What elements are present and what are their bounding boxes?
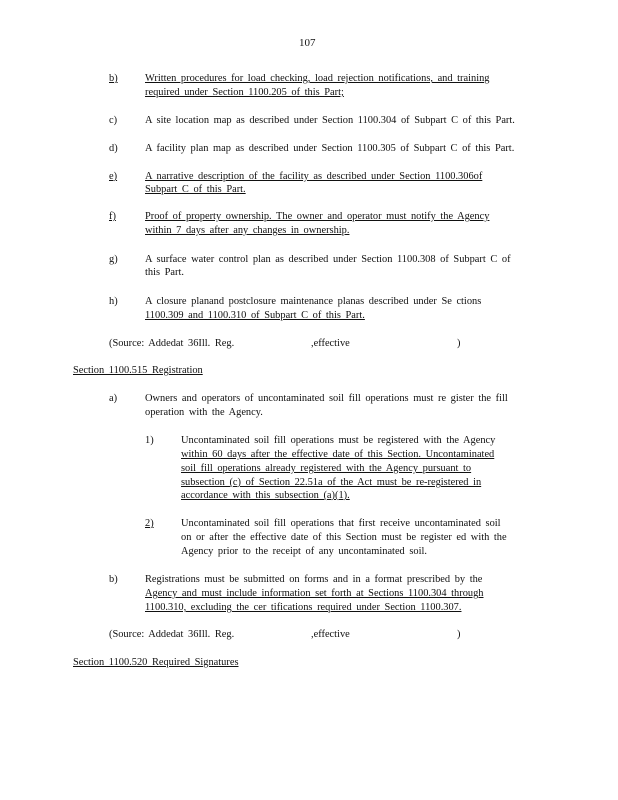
item-g-label: g) (109, 254, 118, 265)
item-c-line1: A site location map as described under Section 1100.304 of Subpart C of this Part. (145, 115, 515, 126)
section-1100-515-heading: Section 1100.515 Registration (73, 365, 203, 376)
page-number: 107 (299, 37, 316, 49)
reg-sub-1-line1: Uncontaminated soil fill operations must be registered with the Agency (181, 435, 496, 446)
reg-sub-2-line3: Agency prior to the receipt of any uncontaminated soil. (181, 546, 427, 557)
source-note-1-close: ) (457, 338, 461, 349)
reg-sub-1-line4: subsection (c) of Section 22.51a of the Act must be re-registered in (181, 477, 482, 488)
item-h-line2: 1100.309 and 1100.310 of Subpart C of this Part. (145, 310, 365, 321)
reg-sub-1-label: 1) (145, 435, 154, 446)
section-1100-520-heading: Section 1100.520 Required Signatures (73, 657, 239, 668)
reg-sub-1-line3: soil fill operations already registered with the Agency pursuant to (181, 463, 472, 474)
source-note-2-close: ) (457, 629, 461, 640)
item-e-line2: Subpart C of this Part. (145, 184, 246, 195)
reg-item-a-line2: operation with the Agency. (145, 407, 263, 418)
item-f-line1: Proof of property ownership. The owner and operator must notify the Agency (145, 211, 490, 222)
reg-item-b-line3: 1100.310, excluding the cer tifications required under Section 1100.307. (145, 602, 462, 613)
reg-item-a-label: a) (109, 393, 118, 404)
item-g-line1: A surface water control plan as described under Section 1100.308 of Subpart C of (145, 254, 511, 265)
reg-sub-1-line2: within 60 days after the effective date of this Section. Uncontaminated (181, 449, 495, 460)
item-f-line2: within 7 days after any changes in ownership. (145, 225, 350, 236)
item-b-label: b) (109, 73, 118, 84)
reg-sub-2-label: 2) (145, 518, 154, 529)
item-c-label: c) (109, 115, 118, 126)
item-e-line1: A narrative description of the facility as described under Section 1100.306of (145, 171, 483, 182)
item-b-line2: required under Section 1100.205 of this Part; (145, 87, 344, 98)
reg-item-b-line2: Agency and must include information set forth at Sections 1100.304 through (145, 588, 484, 599)
reg-sub-2-line2: on or after the effective date of this Section must be register ed with the (181, 532, 507, 543)
reg-sub-2-line1: Uncontaminated soil fill operations that first receive uncontaminated soil (181, 518, 501, 529)
item-d-label: d) (109, 143, 118, 154)
reg-item-a-line1: Owners and operators of uncontaminated soil fill operations must re gister the fill (145, 393, 508, 404)
item-b-line1: Written procedures for load checking, load rejection notifications, and training (145, 73, 490, 84)
reg-item-b-label: b) (109, 574, 118, 585)
source-note-1: (Source: Addedat 36Ill. Reg. (109, 338, 235, 349)
reg-item-b-line1: Registrations must be submitted on forms and in a format prescribed by the (145, 574, 483, 585)
source-note-1-effective: ,effective (311, 338, 350, 349)
item-d-line1: A facility plan map as described under Section 1100.305 of Subpart C of this Part. (145, 143, 515, 154)
reg-sub-1-line5: accordance with this subsection (a)(1). (181, 490, 350, 501)
item-h-label: h) (109, 296, 118, 307)
source-note-2-effective: ,effective (311, 629, 350, 640)
source-note-2: (Source: Addedat 36Ill. Reg. (109, 629, 235, 640)
item-h-line1: A closure planand postclosure maintenance planas described under Se ctions (145, 296, 482, 307)
item-e-label: e) (109, 171, 118, 182)
item-g-line2: this Part. (145, 267, 184, 278)
item-f-label: f) (109, 211, 116, 222)
